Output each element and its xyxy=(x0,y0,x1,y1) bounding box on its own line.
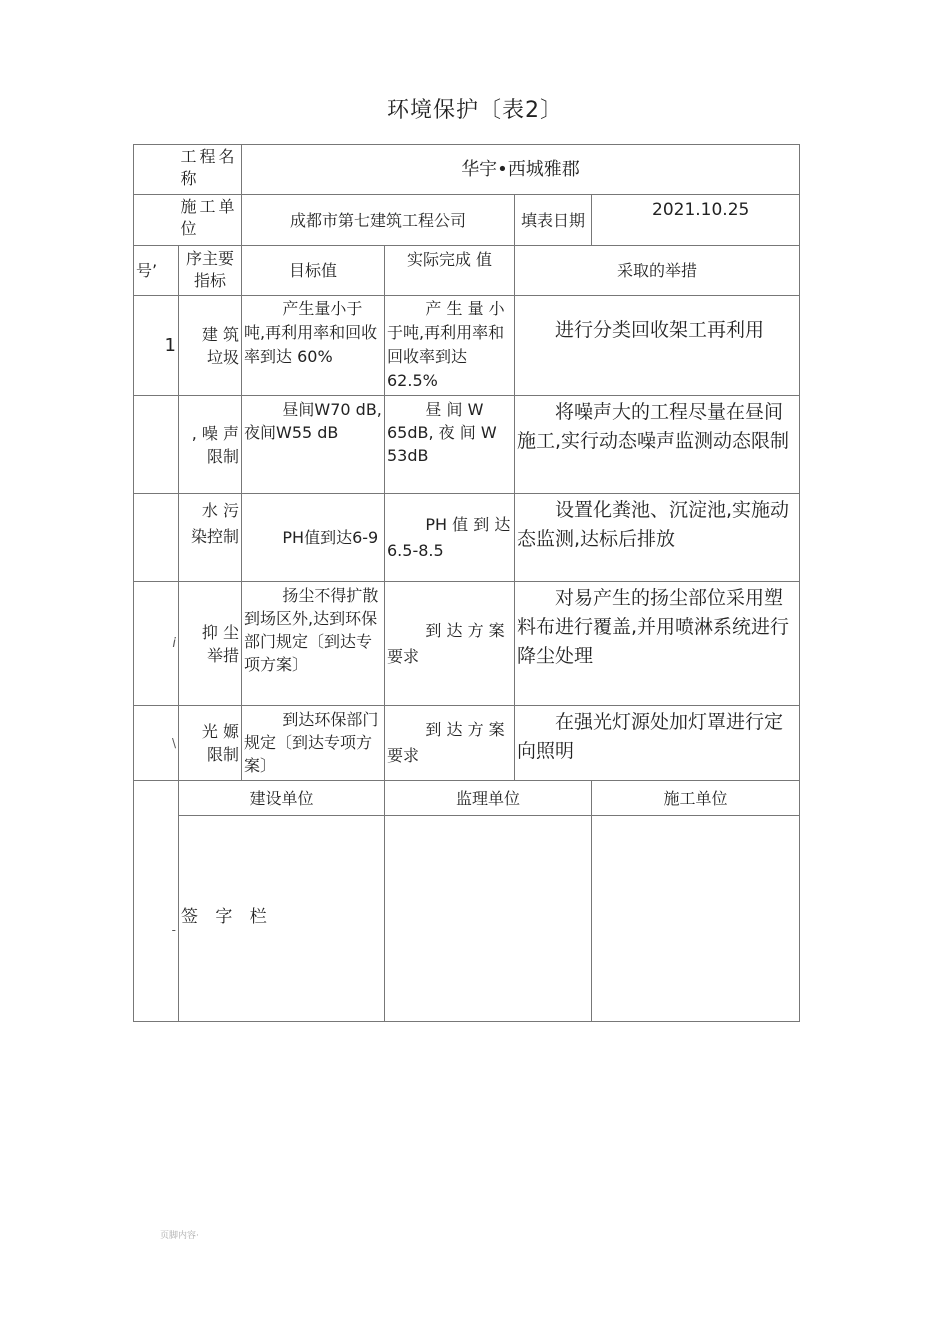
col-no-header: 号’ xyxy=(134,246,179,296)
row-target: 到达环保部门规定〔到达专项方案〕 xyxy=(242,706,385,781)
signature-label: 签 字 栏 xyxy=(181,907,273,927)
table-row xyxy=(134,494,800,582)
construction-unit-label: 建设单位 xyxy=(179,781,385,816)
row-actual: 到 达 方 案 要求 xyxy=(385,706,515,781)
fill-date-text: 2021.10.25 xyxy=(652,200,750,220)
signature-cell-supervision xyxy=(385,816,592,1022)
row-measures: 在强光灯源处加灯罩进行定向照明 xyxy=(515,706,800,781)
project-name-row xyxy=(134,145,800,195)
contractor-value: 成都市第七建筑工程公司 xyxy=(242,195,515,246)
row-actual: PH 值 到 达 6.5-8.5 xyxy=(385,494,515,582)
col-measures-header: 采取的举措 xyxy=(515,246,800,296)
builder-unit-label: 施工单位 xyxy=(592,781,800,816)
column-header-row xyxy=(134,246,800,296)
row-measures: 进行分类回收架工再利用 xyxy=(515,296,800,396)
project-name-label: 工程名称 xyxy=(179,145,242,195)
page-title: 环境保护〔表2〕 xyxy=(387,98,563,123)
col-actual-header: 实际完成 值 xyxy=(385,246,515,296)
row-target: PH值到达6-9 xyxy=(242,494,385,582)
table-row xyxy=(134,706,800,781)
row-number: \ xyxy=(134,706,179,781)
row-target: 昼间W70 dB, 夜间W55 dB xyxy=(242,396,385,494)
row-actual: 昼 间 W 65dB, 夜 间 W 53dB xyxy=(385,396,515,494)
signature-cell-construction xyxy=(179,816,385,1022)
row-target: 扬尘不得扩散到场区外,达到环保部门规定〔到达专项方案〕 xyxy=(242,582,385,706)
row-number xyxy=(134,396,179,494)
table-row xyxy=(134,582,800,706)
row-indicator: 抑 尘 举措 xyxy=(179,582,242,706)
row-target: 产生量小于吨,再利用率和回收率到达 60% xyxy=(242,296,385,396)
signature-mark: - xyxy=(134,781,179,1022)
row-number: i xyxy=(134,582,179,706)
table-row xyxy=(134,396,800,494)
row-indicator: 水 污 染控制 xyxy=(179,494,242,582)
row-measures: 设置化粪池、沉淀池,实施动态监测,达标后排放 xyxy=(515,494,800,582)
row-indicator: , 噪 声限制 xyxy=(179,396,242,494)
row-number xyxy=(134,494,179,582)
supervision-unit-label: 监理单位 xyxy=(385,781,592,816)
contractor-label: 施工单位 xyxy=(179,195,242,246)
row-actual: 产 生 量 小 于吨,再利用率和回收率到达 62.5% xyxy=(385,296,515,396)
fill-date-value xyxy=(592,195,800,246)
row-measures: 对易产生的扬尘部位采用塑料布进行覆盖,并用喷淋系统进行降尘处理 xyxy=(515,582,800,706)
page-footer: 页脚内容· xyxy=(160,1231,199,1241)
row-indicator: 光 嫄 限制 xyxy=(179,706,242,781)
row-actual: 到 达 方 案 要求 xyxy=(385,582,515,706)
project-name-value: 华宇•西城雅郡 xyxy=(242,145,800,195)
row-number: 1 xyxy=(134,296,179,396)
signature-header-row xyxy=(134,781,800,816)
fill-date-label: 填表日期 xyxy=(515,195,592,246)
signature-cell-builder xyxy=(592,816,800,1022)
row-indicator: 建 筑 垃圾 xyxy=(179,296,242,396)
signature-area-row xyxy=(134,816,800,1022)
col-indicator-header: 序主要指标 xyxy=(179,246,242,296)
environment-protection-table xyxy=(133,144,800,1022)
row-measures: 将噪声大的工程尽量在昼间施工,实行动态噪声监测动态限制 xyxy=(515,396,800,494)
table-row xyxy=(134,296,800,396)
col-target-header: 目标值 xyxy=(242,246,385,296)
contractor-row xyxy=(134,195,800,246)
